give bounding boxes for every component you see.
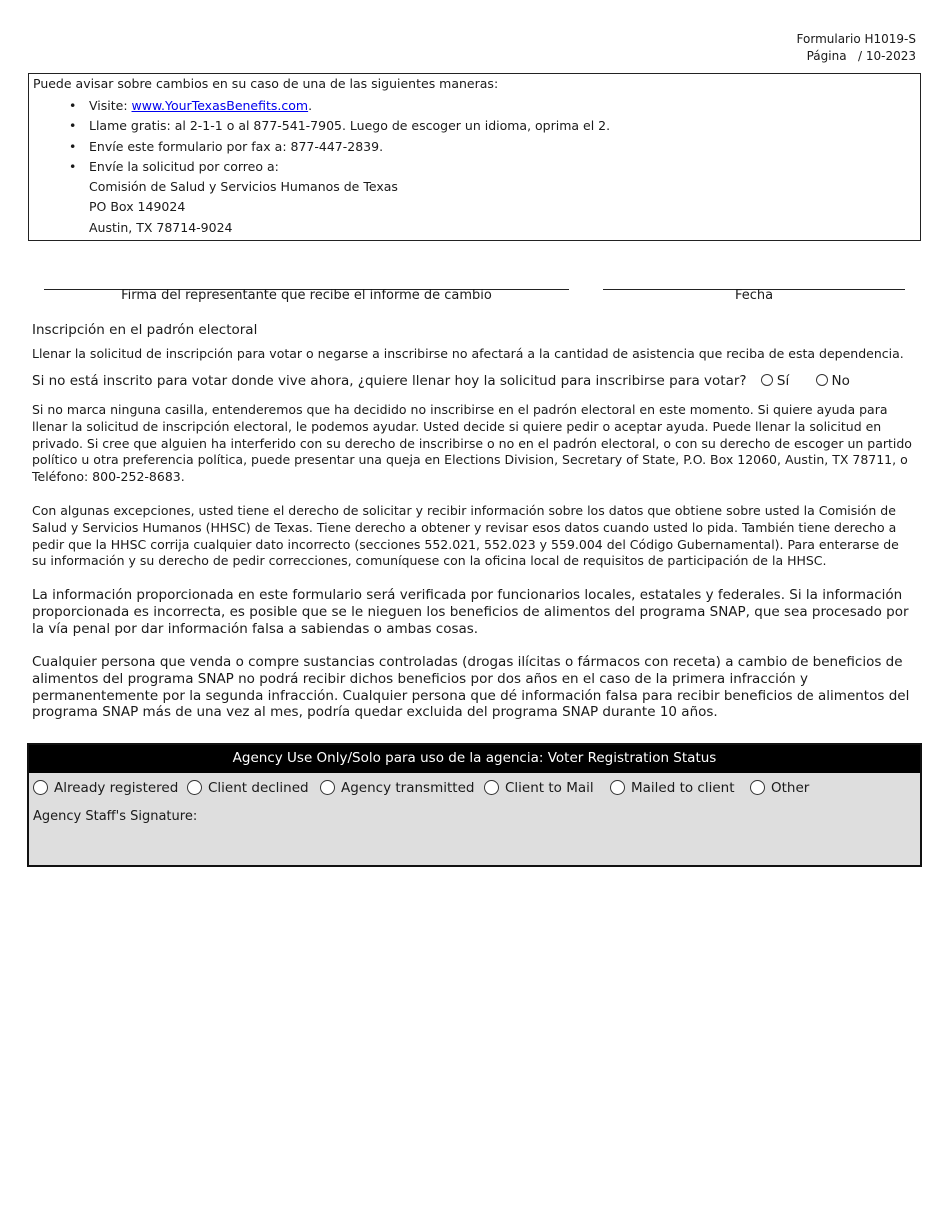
- agency-use-box: [27, 743, 922, 867]
- benefits-website-link[interactable]: www.YourTexasBenefits.com: [131, 98, 309, 113]
- verification-paragraph: La información proporcionada en este formulario será verificada por funcionarios locales, estatales y federales. Si la información proporcionada es incorrecta, es posible que se le nieguen los beneficios de alimentos del programa SNAP, que sea procesado por la vía penal por dar información falsa a sabiendas o ambas cosas.: [32, 587, 909, 637]
- bullet-icon: •: [69, 158, 77, 174]
- no-label: No: [831, 373, 850, 389]
- contact-box: [28, 73, 921, 241]
- option-label: Other: [771, 780, 810, 796]
- option-label: Agency transmitted: [341, 780, 475, 796]
- option-label: Client to Mail: [505, 780, 594, 796]
- option-label: Client declined: [208, 780, 309, 796]
- form-number: Formulario H1019-S: [796, 32, 916, 46]
- option-client-to-mail[interactable]: [484, 780, 594, 796]
- list-item: [67, 137, 610, 157]
- phone-text: Llame gratis: al 2-1-1 o al 877-541-7905. Luego de escoger un idioma, oprima el 2.: [89, 118, 611, 134]
- visit-prefix: Visite:: [89, 98, 132, 113]
- yes-option[interactable]: [761, 373, 789, 389]
- bullet-icon: •: [69, 118, 77, 134]
- radio[interactable]: [187, 780, 202, 795]
- list-item: [67, 157, 610, 177]
- address-line: PO Box 149024: [89, 199, 186, 215]
- mail-text: Envíe la solicitud por correo a:: [89, 158, 279, 174]
- list-item: [67, 96, 610, 116]
- privacy-paragraph: Con algunas excepciones, usted tiene el derecho de solicitar y recibir información sobre los datos que obtiene sobre usted la Comisión de Salud y Servicios Humanos (HHSC) de Texas. Tiene derecho a obtener y revisar esos datos cuando usted lo pida. También tiene derecho a pedir que la HHSC corrija cualquier dato incorrecto (secciones 552.021, 552.023 y 559.004 del Código Gubernamental). Para enterarse de su información y su derecho de pedir correcciones, comuníquese con la oficina local de requisitos de participación de la HHSC.: [32, 503, 899, 569]
- option-label: Already registered: [54, 780, 179, 796]
- option-label: Mailed to client: [631, 780, 735, 796]
- yes-label: Sí: [776, 373, 790, 389]
- option-other[interactable]: [750, 780, 809, 796]
- radio[interactable]: [484, 780, 499, 795]
- option-already-registered[interactable]: [33, 780, 178, 796]
- form-header: [797, 31, 916, 65]
- radio[interactable]: [610, 780, 625, 795]
- voter-question-row: [32, 373, 850, 389]
- yes-radio[interactable]: [761, 374, 773, 386]
- address-line: Comisión de Salud y Servicios Humanos de Texas: [89, 179, 398, 195]
- rep-signature-caption: Firma del representante que recibe el informe de cambio: [121, 288, 492, 303]
- visit-suffix: .: [308, 98, 313, 113]
- list-item: [67, 116, 610, 136]
- option-client-declined[interactable]: [187, 780, 309, 796]
- radio[interactable]: [33, 780, 48, 795]
- address-line: Austin, TX 78714-9024: [89, 219, 233, 235]
- fax-text: Envíe este formulario por fax a: 877-447-2839.: [89, 138, 384, 154]
- no-option[interactable]: [816, 373, 850, 389]
- voter-question: Si no está inscrito para votar donde vive ahora, ¿quiere llenar hoy la solicitud para inscribirse para votar?: [32, 373, 747, 389]
- voter-paragraph-1: Si no marca ninguna casilla, entenderemos que ha decidido no inscribirse en el padrón electoral en este momento. Si quiere ayuda para llenar la solicitud de inscripción electoral, le podemos ayudar. Usted decide si quiere pedir o aceptar ayuda. Puede llenar la solicitud en privado. Si cree que alguien ha interferido con su derecho de inscribirse o no en el padrón electoral, o con su derecho de escoger un partido político u otra preferencia política, puede presentar una queja en Elections Division, Secretary of State, P.O. Box 12060, Austin, TX 78711, o Teléfono: 800-252-8683.: [32, 402, 912, 485]
- no-radio[interactable]: [816, 374, 828, 386]
- date-caption: Fecha: [734, 288, 774, 303]
- radio[interactable]: [750, 780, 765, 795]
- contact-list: [67, 96, 610, 238]
- bullet-icon: •: [69, 98, 77, 113]
- agency-title: Agency Use Only/Solo para uso de la agencia: Voter Registration Status: [29, 745, 920, 773]
- page-label: Página / 10-2023: [806, 49, 916, 63]
- option-mailed-to-client[interactable]: [610, 780, 735, 796]
- contact-intro: Puede avisar sobre cambios en su caso de una de las siguientes maneras:: [33, 76, 499, 91]
- voter-section-title: Inscripción en el padrón electoral: [32, 322, 258, 338]
- option-agency-transmitted[interactable]: [320, 780, 474, 796]
- agency-staff-signature-label: Agency Staff's Signature:: [33, 809, 198, 824]
- radio[interactable]: [320, 780, 335, 795]
- voter-notice: Llenar la solicitud de inscripción para votar o negarse a inscribirse no afectará a la cantidad de asistencia que reciba de esta dependencia.: [32, 346, 904, 361]
- snap-penalty-paragraph: Cualquier persona que venda o compre sustancias controladas (drogas ilícitas o fármacos con receta) a cambio de beneficios de alimentos del programa SNAP no podrá recibir dichos beneficios por dos años en el caso de la primera infracción y permanentemente por la segunda infracción. Cualquier persona que dé información falsa para recibir beneficios de alimentos del programa SNAP más de una vez al mes, podría quedar excluida del programa SNAP durante 10 años.: [32, 654, 910, 721]
- bullet-icon: •: [69, 138, 77, 154]
